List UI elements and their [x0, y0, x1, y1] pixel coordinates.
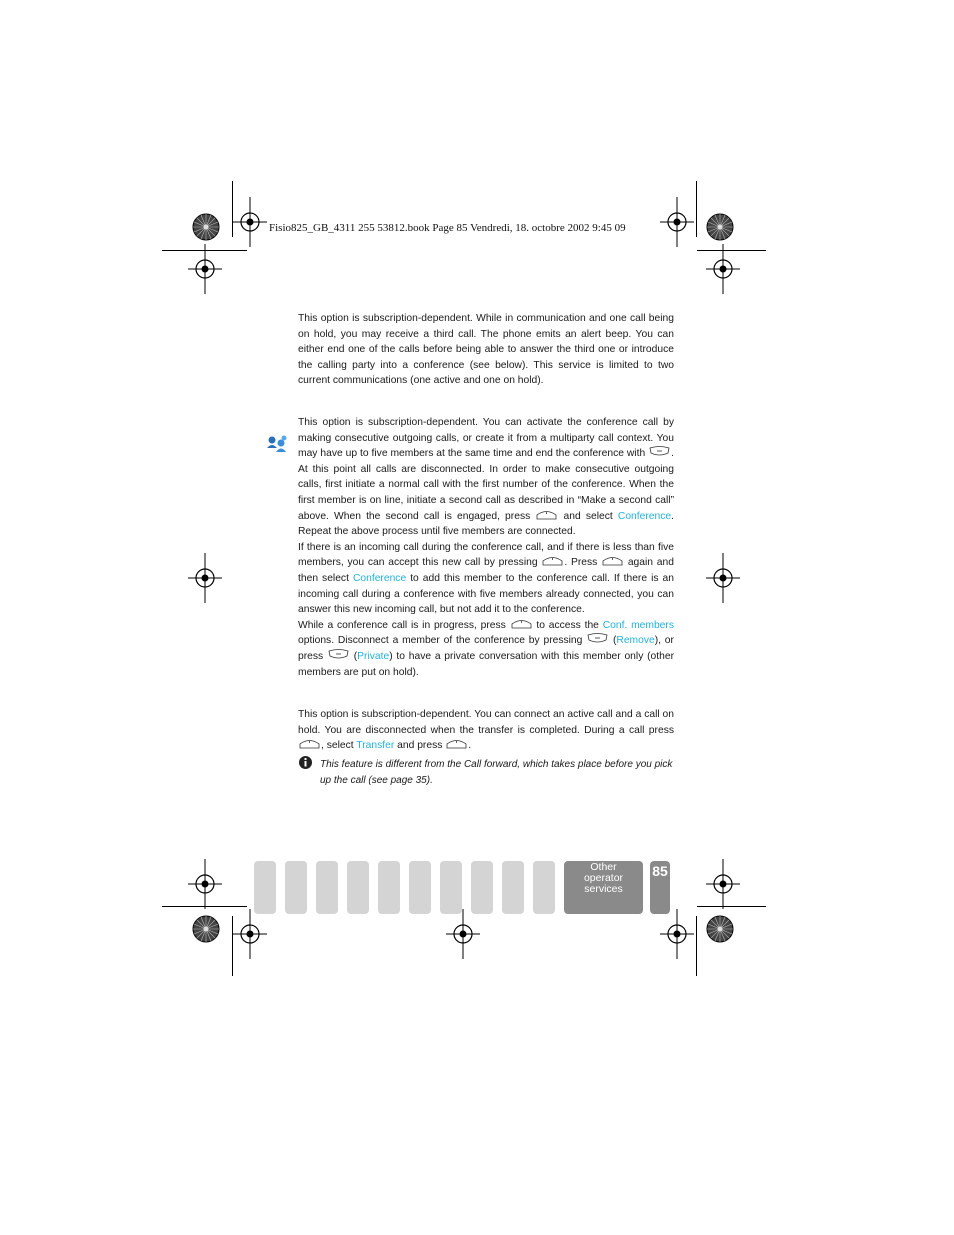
softkey-left-icon	[299, 738, 320, 749]
hangup-key-icon	[587, 633, 608, 644]
chapter-tab	[316, 861, 338, 914]
menu-transfer: Transfer	[356, 740, 395, 752]
hangup-key-icon	[649, 446, 670, 457]
conference-icon	[265, 434, 289, 454]
softkey-left-icon	[446, 738, 467, 749]
softkey-left-icon	[602, 555, 623, 566]
chapter-tab	[347, 861, 369, 914]
chapter-tab	[378, 861, 400, 914]
chapter-tab-active: Other operator services	[564, 861, 643, 914]
chapter-tab	[285, 861, 307, 914]
hangup-key-icon	[328, 649, 349, 660]
info-icon	[298, 755, 313, 770]
menu-conf-members: Conf. members	[602, 619, 674, 631]
note-text: This feature is different from the Call forward, which takes place before you pick up the call (see page 35).	[320, 759, 673, 786]
chapter-tab	[533, 861, 555, 914]
conference-paragraph-3: While a conference call is in progress, press to access the Conf. members options. Disconnect a member of the conference by pressing (Remove), or press (Private) to have a private conversation with this member only (other members are put on hold).	[298, 619, 674, 678]
softkey-left-icon	[511, 618, 532, 629]
chapter-tab	[409, 861, 431, 914]
menu-remove: Remove	[616, 635, 655, 647]
conference-paragraph-2: If there is an incoming call during the conference call, and if there is less than five members, you can accept this new call by pressing . Press again and then select Conference to add this member to the conference call. If there is an incoming call during a conference with five members already connected, you can answer this new incoming call, but not add it to the conference.	[298, 541, 674, 616]
section-transfer	[298, 707, 674, 754]
section-third-call	[298, 311, 674, 389]
softkey-left-icon	[536, 509, 557, 520]
transfer-paragraph: This option is subscription-dependent. You can connect an active call and a call on hold. You are disconnected when the transfer is completed. During a call press , select Transfer and press .	[298, 709, 674, 752]
page-number: 85	[650, 861, 670, 914]
chapter-tab	[254, 861, 276, 914]
menu-private: Private	[357, 650, 390, 662]
menu-conference: Conference	[617, 510, 672, 522]
third-call-text: This option is subscription-dependent. While in communication and one call being on hold, you may receive a third call. The phone emits an alert beep. You can either end one of the calls before being able to answer the third one or introduce the calling party into a conference (see below). This service is limited to two current communications (one active and one on hold).	[298, 313, 674, 387]
section-conference	[298, 415, 674, 680]
softkey-left-icon	[542, 555, 563, 566]
menu-conference: Conference	[352, 572, 407, 584]
chapter-tab	[471, 861, 493, 914]
chapter-tab	[440, 861, 462, 914]
chapter-tab	[502, 861, 524, 914]
conference-paragraph-1: This option is subscription-dependent. You can activate the conference call by making consecutive outgoing calls, or create it from a multiparty call context. You may have up to five members at the same time and end the conference with . At this point all calls are disconnected. In order to make consecutive outgoing calls, first initiate a normal call with the first number of the conference. When the first member is on line, initiate a second call as described in “Make a second call” above. When the second call is engaged, press and select Conference. Repeat the above process until five members are connected.	[298, 417, 674, 538]
print-header: Fisio825_GB_4311 255 53812.book Page 85 Vendredi, 18. octobre 2002 9:45 09	[269, 222, 626, 234]
